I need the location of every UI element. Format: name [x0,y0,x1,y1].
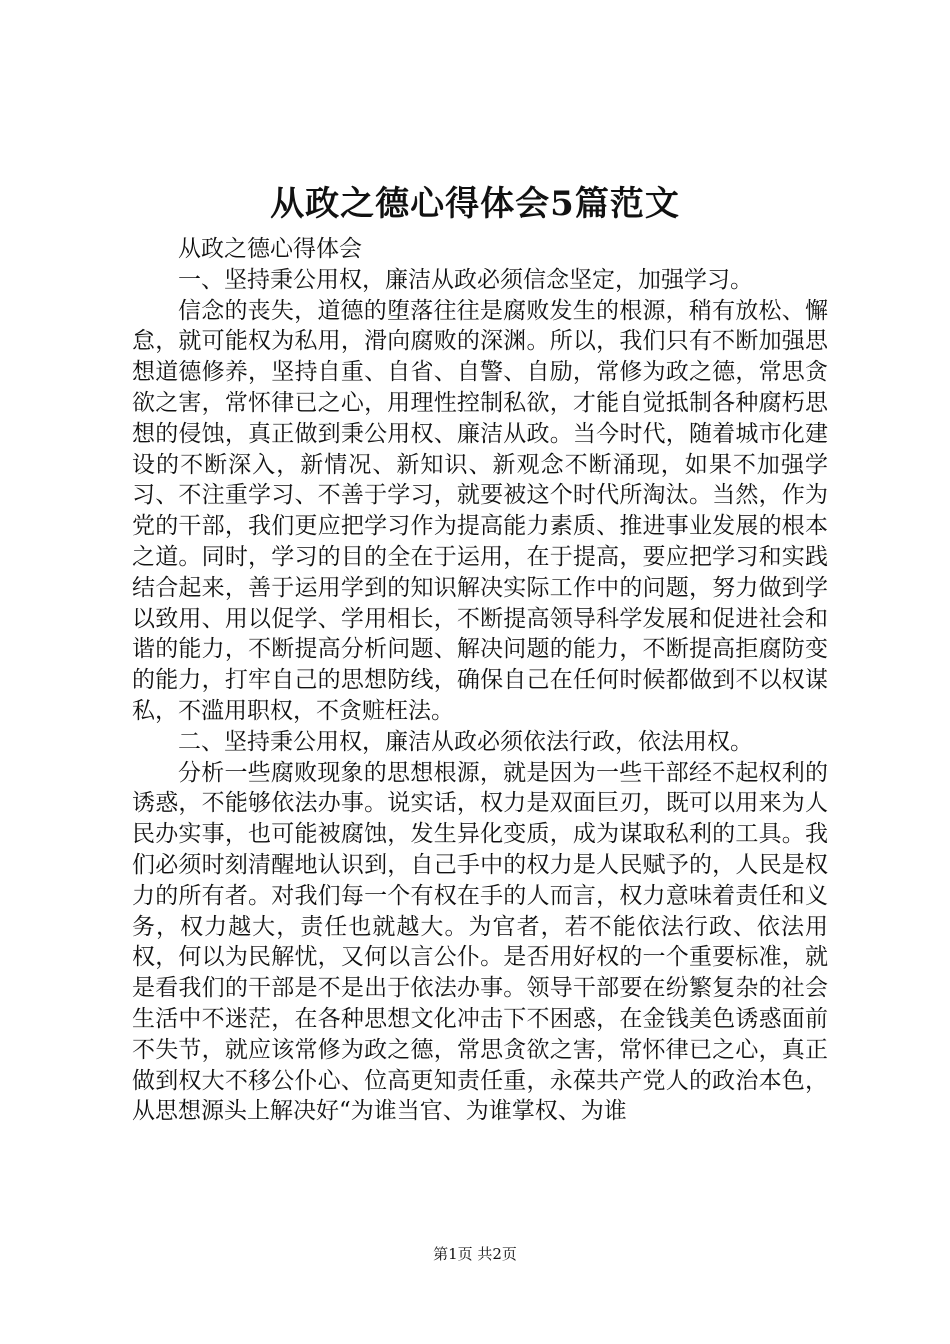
section-heading: 一、坚持秉公用权，廉洁从政必须信念坚定，加强学习。 [178,266,753,293]
section-heading: 二、坚持秉公用权，廉洁从政必须依法行政，依法用权。 [178,728,753,755]
body-paragraph: 信念的丧失，道德的堕落往往是腐败发生的根源，稍有放松、懈怠，就可能权为私用，滑向腐败的深渊。所以，我们只有不断加强思想道德修养，坚持自重、自省、自警、自励，常修为政之德，常思贪欲之害，常怀律已之心，用理性控制私欲，才能自觉抵制各种腐朽思想的侵蚀，真正做到秉公用权、廉洁从政。当今时代，随着城市化建设的不断深入，新情况、新知识、新观念不断涌现，如果不加强学习、不注重学习、不善于学习，就要被这个时代所淘汰。当然，作为党的干部，我们更应把学习作为提高能力素质、推进事业发展的根本之道。同时，学习的目的全在于运用，在于提高，要应把学习和实践结合起来，善于运用学到的知识解决实际工作中的问题，努力做到学以致用、用以促学、学用相长，不断提高领导科学发展和促进社会和谐的能力，不断提高分析问题、解决问题的能力，不断提高拒腐防变的能力，打牢自己的思想防线，确保自己在任何时候都做到不以权谋私，不滥用职权，不贪赃枉法。 [132,297,828,724]
page-number: 第1页 共2页 [433,1245,517,1263]
document-body [132,234,828,1127]
body-paragraph: 分析一些腐败现象的思想根源，就是因为一些干部经不起权利的诱惑，不能够依法办事。说实话，权力是双面巨刃，既可以用来为人民办实事，也可能被腐蚀，发生异化变质，成为谋取私利的工具。我们必须时刻清醒地认识到，自己手中的权力是人民赋予的，人民是权力的所有者。对我们每一个有权在手的人而言，权力意味着责任和义务，权力越大，责任也就越大。为官者，若不能依法行政、依法用权，何以为民解忧，又何以言公仆。是否用好权的一个重要标准，就是看我们的干部是不是出于依法办事。领导干部要在纷繁复杂的社会生活中不迷茫，在各种思想文化冲击下不困惑，在金钱美色诱惑面前不失节，就应该常修为政之德，常思贪欲之害，常怀律已之心，真正做到权大不移公仆心、位高更知责任重，永葆共产党人的政治本色，从思想源头上解决好“为谁当官、为谁掌权、为谁 [132,759,828,1125]
document-title: 从政之德心得体会5篇范文 [270,184,680,224]
section-heading: 从政之德心得体会 [178,236,362,262]
